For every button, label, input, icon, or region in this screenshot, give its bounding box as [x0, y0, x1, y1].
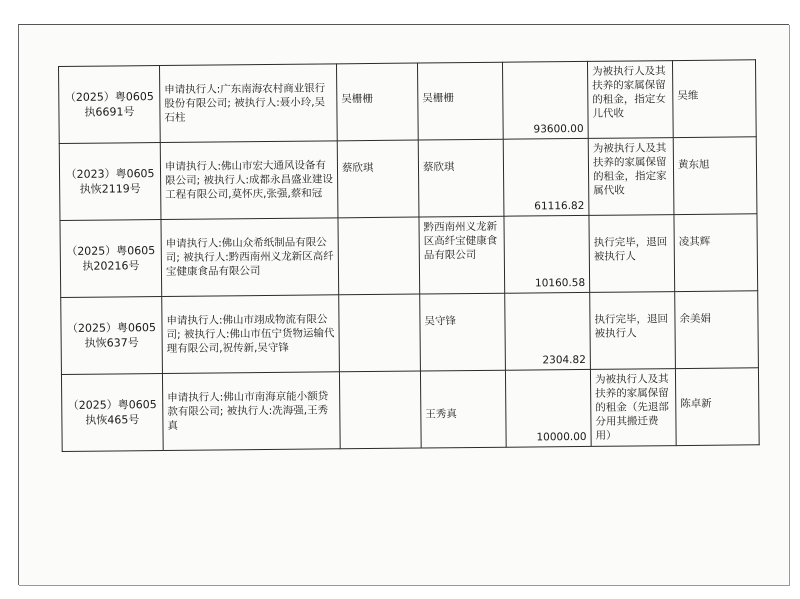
- case-number-cell: [60, 220, 162, 298]
- reason-text: 为被执行人及其扶养的家属保留的租金，指定家属代收: [592, 142, 667, 197]
- reason-text: 执行完毕，退回被执行人: [594, 313, 669, 340]
- reason-cell: [590, 369, 676, 447]
- case-number: （2025）粤0605执恢465号: [67, 398, 157, 427]
- judge-cell: [674, 214, 758, 292]
- reason-text: 执行完毕，退回被执行人: [593, 236, 668, 263]
- reason-cell: [590, 292, 676, 370]
- case-number-cell: [59, 143, 161, 221]
- amount-text: 93600.00: [533, 122, 584, 136]
- payee-text: 黔西南州义龙新区高纤宝健康食品有限公司: [423, 220, 498, 262]
- table-row: [61, 368, 759, 452]
- reason-cell: [589, 215, 675, 293]
- judge-text: 黄东旭: [677, 158, 710, 172]
- case-number: （2023）粤0605执恢2119号: [65, 167, 155, 196]
- reason-cell: [587, 61, 673, 139]
- payee-cell: [417, 62, 503, 140]
- judge-text: 吴维: [677, 89, 699, 103]
- table-row: [61, 291, 759, 375]
- case-number-cell: [61, 297, 163, 375]
- name-text: 蔡欣琪: [341, 161, 374, 175]
- case-number-cell: [59, 66, 161, 144]
- table-row: [59, 60, 757, 144]
- payee-cell: [418, 139, 504, 217]
- judge-text: 陈卓新: [680, 397, 712, 411]
- parties-text: 申请执行人:佛山市南海京能小额贷款有限公司; 被执行人:冼海强,王秀真: [167, 390, 329, 432]
- payee-text: 吴栅栅: [422, 92, 454, 105]
- table-row: [60, 214, 758, 298]
- name-cell: [339, 371, 421, 449]
- amount-text: 10160.58: [534, 276, 586, 290]
- judge-text: 余美娟: [679, 312, 712, 326]
- payee-text: 吴守锋: [424, 315, 457, 328]
- name-cell: [338, 217, 420, 295]
- parties-cell: [161, 218, 339, 297]
- payee-text: 蔡欣琪: [422, 161, 455, 174]
- judge-cell: [675, 291, 759, 369]
- parties-text: 申请执行人:佛山众希纸制品有限公司; 被执行人:黔西南州义龙新区高纤宝健康食品有限公司: [165, 236, 334, 278]
- amount-cell: [505, 369, 591, 447]
- reason-text: 为被执行人及其扶养的家属保留的租金，指定女儿代收: [592, 65, 666, 120]
- amount-cell: [504, 215, 590, 293]
- case-number-cell: [61, 374, 163, 452]
- name-text: [339, 295, 419, 302]
- case-number: （2025）粤0605执20216号: [66, 244, 156, 273]
- judge-cell: [672, 60, 756, 138]
- payee-text: 王秀真: [425, 408, 457, 421]
- judge-cell: [673, 137, 757, 215]
- parties-text: 申请执行人:广东南海农村商业银行股份有限公司; 被执行人:聂小玲,吴石柱: [164, 82, 326, 124]
- reason-cell: [588, 138, 674, 216]
- table-row: [59, 137, 757, 221]
- name-cell: [339, 294, 421, 372]
- amount-cell: [502, 61, 588, 139]
- judge-text: 凌其辉: [678, 235, 711, 249]
- amount-cell: [503, 138, 589, 216]
- amount-cell: [505, 292, 591, 370]
- amount-text: 2304.82: [542, 353, 586, 367]
- name-text: [340, 372, 420, 379]
- name-cell: [337, 140, 419, 218]
- parties-cell: [162, 295, 340, 374]
- amount-text: 61116.82: [534, 199, 585, 213]
- payee-cell: [419, 216, 505, 294]
- judge-cell: [675, 368, 759, 446]
- case-number: （2025）粤0605执恢637号: [66, 321, 157, 350]
- parties-text: 申请执行人:佛山市翊成物流有限公司; 被执行人:佛山市伍宁货物运输代理有限公司,祝传新,吴守锋: [166, 313, 335, 355]
- case-table: [58, 59, 760, 452]
- case-number: （2025）粤0605执6691号: [64, 90, 154, 119]
- name-text: [338, 218, 418, 225]
- name-text: 吴栅栅: [341, 92, 373, 106]
- amount-text: 10000.00: [536, 430, 587, 444]
- payee-cell: [420, 370, 506, 448]
- parties-cell: [162, 372, 340, 451]
- payee-cell: [420, 293, 506, 371]
- reason-text: 为被执行人及其扶养的家属保留的租金（先退部分用其搬迁费用）: [594, 373, 669, 442]
- parties-cell: [160, 141, 338, 220]
- parties-text: 申请执行人:佛山市宏大通风设备有限公司; 被执行人:成都永昌盛业建设工程有限公司,莫怀庆,张强,蔡和冠: [164, 159, 334, 201]
- name-cell: [336, 63, 418, 141]
- parties-cell: [160, 64, 338, 143]
